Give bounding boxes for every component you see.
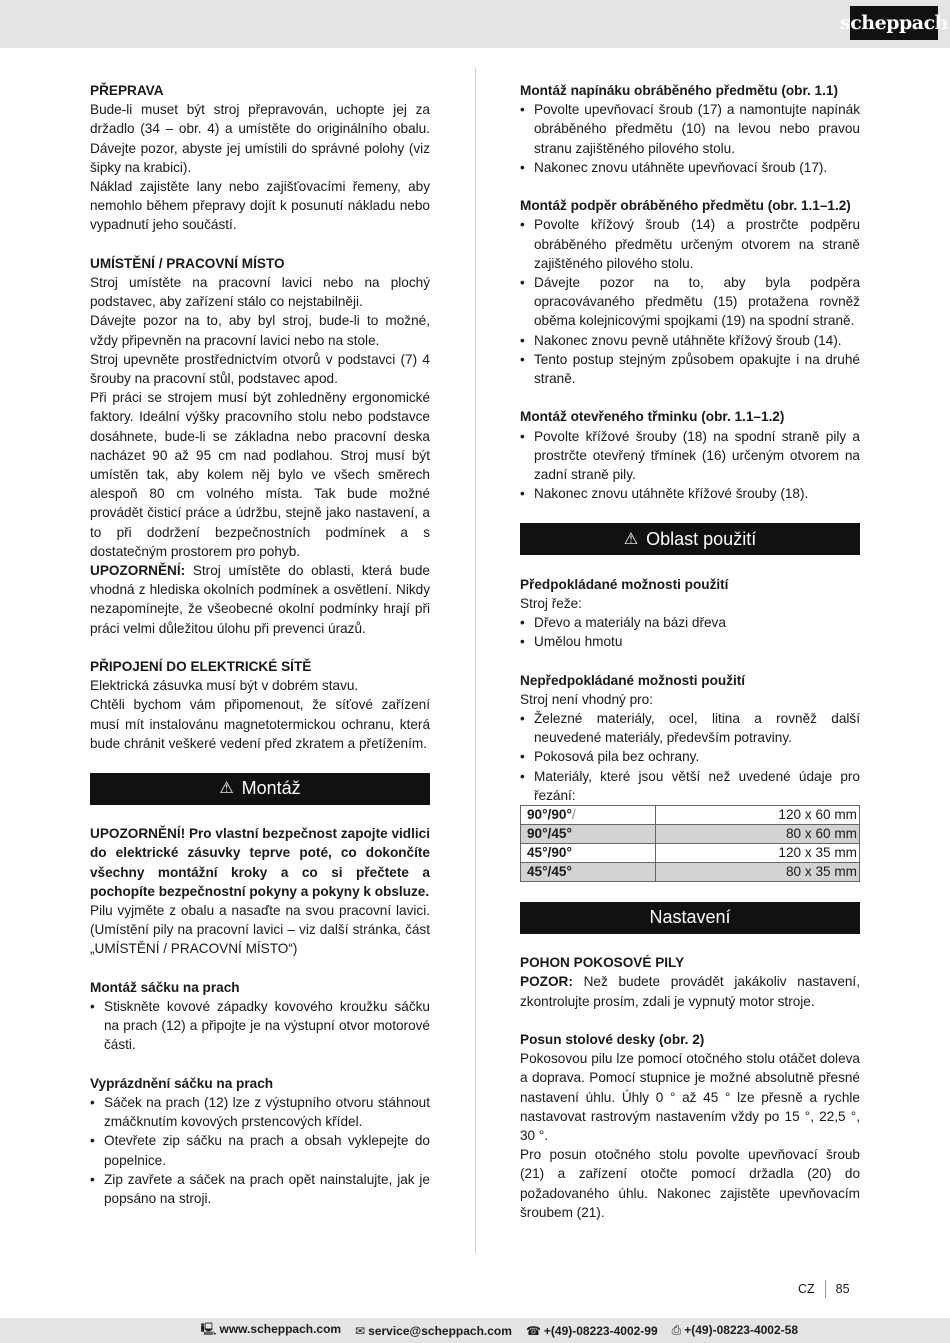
list-item: • Otevřete zip sáčku na prach a obsah vyklepejte do popelnice. xyxy=(90,1131,430,1169)
warning-icon: ⚠ xyxy=(623,530,639,548)
section-heading: PŘIPOJENÍ DO ELEKTRICKÉ SÍTĚ xyxy=(90,659,312,675)
section-heading: Vyprázdnění sáčku na prach xyxy=(90,1075,274,1091)
size-cell: 80 x 35 mm xyxy=(655,863,859,882)
intended-use-section xyxy=(520,575,860,652)
warning-paragraph: UPOZORNĚNÍ! Pro vlastní bezpečnost zapojte vidlici do elektrické zásuvky teprve poté, co dokončíte všechny montážní kroky a co si přečtete a pochopíte bezpečnostní pokyny a pokyny k obsluze. xyxy=(90,826,430,899)
footer-email[interactable]: ✉ service@scheppach.com xyxy=(355,1323,512,1338)
angle-cell: 45°/90° xyxy=(521,844,656,863)
drive-section xyxy=(520,953,860,1011)
right-column xyxy=(520,81,860,1241)
banner-title: Oblast použití xyxy=(646,528,757,549)
table-row xyxy=(521,844,860,863)
table-shift-section xyxy=(520,1030,860,1222)
dust-bag-section xyxy=(90,978,430,1055)
list-item: • Nakonec znovu utáhněte upevňovací šroub (17). xyxy=(520,158,860,177)
phone-icon: ☎ xyxy=(525,1323,541,1338)
bullet-list xyxy=(520,215,860,388)
table-row xyxy=(521,806,860,825)
section-heading: Montáž napínáku obráběného předmětu (obr. 1.1) xyxy=(520,83,838,98)
paragraph: Pro posun otočného stolu povolte upevňovací šroub (21) a zařízení otočte pomocí držadla (20) do požadovaného úhlu. Nakonec zajistěte upevňovacím šroubem (21). xyxy=(520,1147,860,1220)
note-text: Než budete provádět jakákoliv nastavení, zkontrolujte prosím, zdali je vypnutý motor stroje. xyxy=(520,974,860,1009)
section-heading: UMÍSTĚNÍ / PRACOVNÍ MÍSTO xyxy=(90,255,285,271)
section-heading: Montáž sáčku na prach xyxy=(90,979,240,995)
list-item: • Nakonec znovu utáhněte křížové šrouby (18). xyxy=(520,484,860,503)
note-text: Stroj umístěte do oblasti, která bude vhodná z hlediska okolních podmínek a osvětlení. Nikdy nezapomínejte, že všeobecné okolní podmínky hrají při práci velmi důležitou úlohu při prevenci úrazů. xyxy=(90,563,430,636)
paragraph: Při práci se strojem musí být zohledněny ergonomické faktory. Ideální výšky pracovního stolu nebo podstavce dosáhnete, bude-li se základna nebo pracovní deska nacházet 90 až 95 cm nad podlahou. Stroj musí být umístěn tak, aby kolem něj bylo ve všech směrech alespoň 80 cm volného místa. Tak bude možné provádět čisticí práce a údržbu, stejně jako nastavení, a to při dodržení bezpečnostních podmínek a s dostatečným prostorem pro pohyb. xyxy=(90,390,430,559)
paragraph: Náklad zajistěte lany nebo zajišťovacími řemeny, aby nemohlo během přepravy dojít k posunutí nákladu nebo vypadnutí jeho součástí. xyxy=(90,179,430,233)
footer-bar xyxy=(0,1318,950,1343)
list-item: • Sáček na prach (12) lze z výstupního otvoru stáhnout zmáčknutím kovových prstencových křídel. xyxy=(90,1093,430,1131)
list-item: • Stiskněte kovové západky kovového kroužku sáčku na prach (12) a připojte je na výstupní otvor motorové části. xyxy=(90,997,430,1055)
bracket-section xyxy=(520,407,860,503)
note-label: POZOR: xyxy=(520,974,573,990)
list-item: • Povolte křížové šrouby (18) na spodní straně pily a prostrčte otevřený třmínek (16) určeným otvorem na zadní straně pily. xyxy=(520,427,860,485)
unintended-use-section xyxy=(520,671,860,805)
bullet-list xyxy=(520,100,860,177)
bullet-list xyxy=(520,427,860,504)
section-heading: POHON POKOSOVÉ PILY xyxy=(520,955,685,971)
paragraph: Bude-li muset být stroj přepravován, uchopte jej za držadlo (34 – obr. 4) a umístěte do originálního obalu. Dávejte pozor, abyste jej umístili do správné polohy (viz šipky na krabici). xyxy=(90,102,430,175)
list-item: • Umělou hmotu xyxy=(520,632,860,651)
placement-section xyxy=(90,254,430,638)
settings-banner xyxy=(520,902,860,934)
bullet-list xyxy=(520,613,860,651)
list-item: • Nakonec znovu pevně utáhněte křížový šroub (14). xyxy=(520,331,860,350)
brand-logo: scheppach xyxy=(850,6,938,40)
note-paragraph xyxy=(90,561,430,638)
paragraph: Pilu vyjměte z obalu a nasaďte na svou pracovní lavici. (Umístění pily na pracovní lavici – viz další stránka, část „UMÍSTĚNÍ / PRACOVNÍ MÍSTO“) xyxy=(90,903,430,957)
warning-icon: ⚠ xyxy=(219,780,234,798)
section-heading: Posun stolové desky (obr. 2) xyxy=(520,1032,705,1048)
list-item: • Železné materiály, ocel, litina a rovněž další neuvedené materiály, především potraviny. xyxy=(520,709,860,747)
computer-icon: 🖳 xyxy=(200,1322,217,1336)
paragraph: Stroj řeže: xyxy=(520,595,582,611)
cutting-dimensions-table xyxy=(520,805,860,882)
mail-icon: ✉ xyxy=(355,1323,366,1338)
fax-icon: ⎙ xyxy=(671,1323,682,1337)
header-bar xyxy=(0,0,950,48)
transport-section xyxy=(90,81,430,235)
banner-title: Montáž xyxy=(241,778,301,799)
bullet-list xyxy=(520,709,860,805)
footer-fax: ⎙ +(49)-08223-4002-58 xyxy=(671,1323,798,1337)
section-heading: PŘEPRAVA xyxy=(90,83,164,98)
electric-section xyxy=(90,657,430,753)
list-item: • Zip zavřete a sáček na prach opět nainstalujte, jak je popsáno na stroji. xyxy=(90,1170,430,1208)
section-heading: Montáž podpěr obráběného předmětu (obr. 1.1–1.2) xyxy=(520,198,851,214)
usage-banner xyxy=(520,523,860,555)
paragraph: Dávejte pozor na to, aby byl stroj, bude-li to možné, vždy připevněn na pracovní lavici nebo na stole. xyxy=(90,313,430,348)
size-cell: 80 x 60 mm xyxy=(655,825,859,844)
paragraph: Stroj umístěte na pracovní lavici nebo na plochý podstavec, aby zařízení stálo co nejstabilněji. xyxy=(90,275,430,310)
bullet-list xyxy=(90,1093,430,1208)
bullet-list xyxy=(90,997,430,1055)
language-code: CZ xyxy=(798,1282,815,1296)
assembly-banner xyxy=(90,773,430,805)
assembly-section xyxy=(90,824,430,958)
list-item: • Tento postup stejným způsobem opakujte i na druhé straně. xyxy=(520,350,860,388)
paragraph: Stroj upevněte prostřednictvím otvorů v podstavci (7) 4 šrouby na pracovní stůl, podstavec apod. xyxy=(90,351,430,387)
note-paragraph xyxy=(520,972,860,1010)
section-heading: Předpokládané možnosti použití xyxy=(520,576,729,592)
support-section xyxy=(520,196,860,388)
section-heading: Nepředpokládané možnosti použití xyxy=(520,672,746,688)
page-number: 85 xyxy=(835,1282,850,1296)
table-row xyxy=(521,825,860,844)
paragraph: Stroj není vhodný pro: xyxy=(520,691,653,707)
paragraph: Pokosovou pilu lze pomocí otočného stolu otáčet doleva a doprava. Pomocí stupnice je možné absolutně přesné nastavení úhlu. Úhly 0 ° až 45 ° lze přesně a rychle nastavovat rastrovým nastavením vždy po 15 °, 22,5 °, 30 °. xyxy=(520,1051,860,1144)
footer-web[interactable]: 🖳 www.scheppach.com xyxy=(200,1322,342,1336)
angle-cell: 90°/90°/ xyxy=(521,806,656,825)
empty-bag-section xyxy=(90,1074,430,1208)
size-cell: 120 x 60 mm xyxy=(655,806,859,825)
list-item: • Materiály, které jsou větší než uvedené údaje pro řezání: xyxy=(520,767,860,805)
table-row xyxy=(521,863,860,882)
note-label: UPOZORNĚNÍ: xyxy=(90,563,186,579)
paragraph: Chtěli bychom vám připomenout, že síťové zařízení musí mít instalovánu magnetotermickou ochranu, která bude chránit veškeré vedení před zkratem a přetížením. xyxy=(90,697,430,751)
page-number-block xyxy=(798,1280,850,1298)
clamp-section xyxy=(520,81,860,177)
paragraph: Elektrická zásuvka musí být v dobrém stavu. xyxy=(90,678,359,694)
angle-cell: 90°/45° xyxy=(521,825,656,844)
banner-title: Nastavení xyxy=(649,907,731,928)
list-item: • Povolte křížový šroub (14) a prostrčte podpěru obráběného předmětu určeným otvorem na straně zajištěného pilového stolu. xyxy=(520,215,860,273)
column-divider xyxy=(475,68,476,1253)
footer-phone: ☎ +(49)-08223-4002-99 xyxy=(525,1323,658,1338)
list-item: • Dřevo a materiály na bázi dřeva xyxy=(520,613,860,632)
angle-cell: 45°/45° xyxy=(521,863,656,882)
list-item: • Pokosová pila bez ochrany. xyxy=(520,747,860,766)
list-item: • Dávejte pozor na to, aby byla podpěra opracovávaného předmětu (15) protažena rovněž oběma kolejnicovými spojkami (19) na spodní straně. xyxy=(520,273,860,331)
size-cell: 120 x 35 mm xyxy=(655,844,859,863)
list-item: • Povolte upevňovací šroub (17) a namontujte napínák obráběného předmětu (10) na levou nebo pravou stranu zajištěného pilového stolu. xyxy=(520,100,860,158)
section-heading: Montáž otevřeného třminku (obr. 1.1–1.2) xyxy=(520,409,785,425)
page-separator xyxy=(825,1280,826,1298)
left-column xyxy=(90,81,430,1227)
